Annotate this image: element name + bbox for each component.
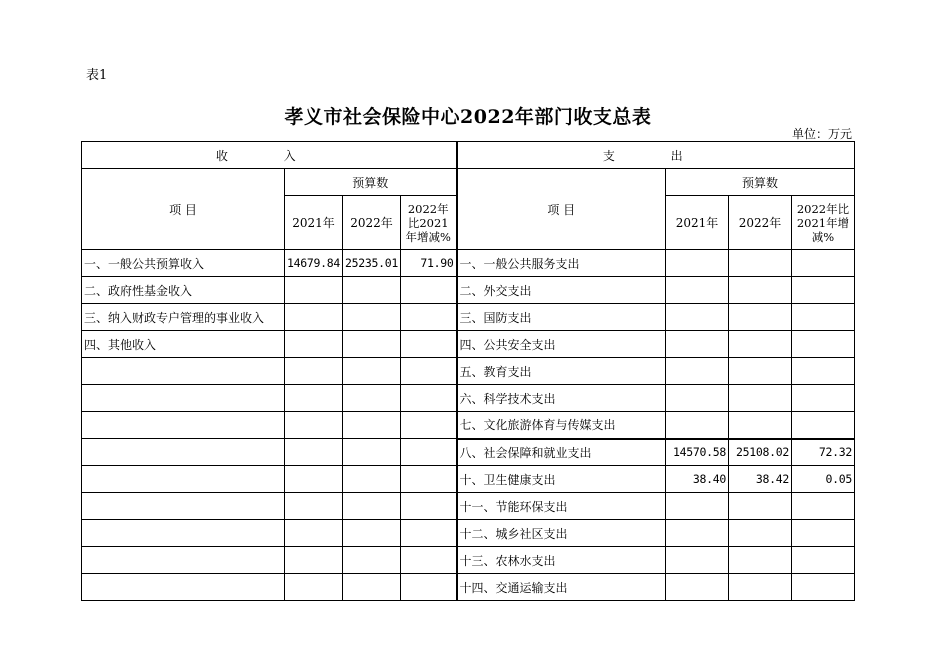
- income-2021-cell: [285, 412, 343, 439]
- expense-change-cell: [792, 520, 855, 547]
- income-2021-cell: [285, 439, 343, 466]
- expense-change-cell: [792, 250, 855, 277]
- income-item-cell: [82, 385, 285, 412]
- expense-item-cell: 十、卫生健康支出: [457, 466, 666, 493]
- expense-change-cell: [792, 412, 855, 439]
- income-item-cell: [82, 358, 285, 385]
- expense-2022-cell: [729, 547, 792, 574]
- expense-2021-header: 2021年: [666, 196, 729, 250]
- income-2021-cell: [285, 277, 343, 304]
- income-2021-cell: 14679.84: [285, 250, 343, 277]
- income-2021-cell: [285, 304, 343, 331]
- expense-item-cell: 八、社会保障和就业支出: [457, 439, 666, 466]
- expense-change-cell: 72.32: [792, 439, 855, 466]
- expense-2021-cell: [666, 250, 729, 277]
- table-row: [82, 520, 855, 547]
- expense-2021-cell: [666, 331, 729, 358]
- income-change-cell: [401, 358, 457, 385]
- expense-2022-cell: [729, 385, 792, 412]
- income-2021-cell: [285, 574, 343, 601]
- table-row: [82, 493, 855, 520]
- table-row: [82, 466, 855, 493]
- table-row: [82, 412, 855, 439]
- expense-2022-cell: [729, 412, 792, 439]
- expense-change-cell: [792, 574, 855, 601]
- table-number: 表1: [86, 68, 108, 83]
- income-2021-cell: [285, 358, 343, 385]
- income-change-cell: [401, 277, 457, 304]
- expense-change-cell: [792, 304, 855, 331]
- income-change-cell: [401, 547, 457, 574]
- income-2022-cell: [343, 547, 401, 574]
- expense-item-cell: 一、一般公共服务支出: [457, 250, 666, 277]
- income-2022-cell: [343, 466, 401, 493]
- income-2021-cell: [285, 385, 343, 412]
- table-row: [82, 304, 855, 331]
- expense-change-cell: [792, 493, 855, 520]
- income-change-header: 2022年比2021年增减%: [401, 196, 457, 250]
- expense-change-cell: 0.05: [792, 466, 855, 493]
- table-row: [82, 574, 855, 601]
- expense-2021-cell: [666, 574, 729, 601]
- expense-2022-cell: [729, 493, 792, 520]
- table-row: [82, 277, 855, 304]
- income-item-cell: 一、一般公共预算收入: [82, 250, 285, 277]
- income-2022-cell: [343, 412, 401, 439]
- expense-2021-cell: [666, 304, 729, 331]
- unit-label: 单位：万元: [791, 127, 852, 141]
- expense-2021-cell: 14570.58: [666, 439, 729, 466]
- income-2022-cell: [343, 493, 401, 520]
- income-item-cell: 四、其他收入: [82, 331, 285, 358]
- expense-item-cell: 三、国防支出: [457, 304, 666, 331]
- income-2022-cell: [343, 385, 401, 412]
- expense-2022-cell: [729, 520, 792, 547]
- income-item-cell: [82, 520, 285, 547]
- income-change-cell: [401, 304, 457, 331]
- page-title: 孝义市社会保险中心2022年部门收支总表: [284, 106, 652, 128]
- expense-2021-cell: [666, 520, 729, 547]
- expense-item-cell: 十一、节能环保支出: [457, 493, 666, 520]
- expense-2022-cell: [729, 277, 792, 304]
- expense-2022-cell: [729, 250, 792, 277]
- income-change-cell: [401, 331, 457, 358]
- income-2021-cell: [285, 520, 343, 547]
- income-item-cell: [82, 412, 285, 439]
- expense-2021-cell: [666, 493, 729, 520]
- expense-2022-cell: [729, 574, 792, 601]
- expense-2021-cell: [666, 412, 729, 439]
- expense-change-header: 2022年比2021年增减%: [792, 196, 855, 250]
- income-change-cell: [401, 412, 457, 439]
- income-change-cell: [401, 439, 457, 466]
- table-row: [82, 358, 855, 385]
- expense-item-cell: 五、教育支出: [457, 358, 666, 385]
- income-2021-cell: [285, 547, 343, 574]
- expense-2021-cell: [666, 547, 729, 574]
- expense-item-cell: 十三、农林水支出: [457, 547, 666, 574]
- income-2021-header: 2021年: [285, 196, 343, 250]
- table-row: [82, 439, 855, 466]
- expense-2022-cell: [729, 304, 792, 331]
- expense-2021-cell: 38.40: [666, 466, 729, 493]
- table-row: [82, 385, 855, 412]
- income-item-header: 项 目: [82, 169, 285, 250]
- income-item-cell: [82, 547, 285, 574]
- expense-item-cell: 六、科学技术支出: [457, 385, 666, 412]
- expense-2021-cell: [666, 277, 729, 304]
- income-change-cell: [401, 466, 457, 493]
- income-2022-cell: [343, 331, 401, 358]
- income-2022-cell: 25235.01: [343, 250, 401, 277]
- income-item-cell: [82, 439, 285, 466]
- income-change-cell: [401, 493, 457, 520]
- income-2022-cell: [343, 439, 401, 466]
- income-change-cell: [401, 574, 457, 601]
- expense-change-cell: [792, 277, 855, 304]
- income-2021-cell: [285, 331, 343, 358]
- expense-item-header: 项 目: [457, 169, 666, 250]
- expense-change-cell: [792, 358, 855, 385]
- expense-item-cell: 十二、城乡社区支出: [457, 520, 666, 547]
- expense-item-cell: 二、外交支出: [457, 277, 666, 304]
- income-header: 收 入: [82, 142, 457, 169]
- income-2022-header: 2022年: [343, 196, 401, 250]
- expense-item-cell: 十四、交通运输支出: [457, 574, 666, 601]
- expense-change-cell: [792, 385, 855, 412]
- income-change-cell: [401, 520, 457, 547]
- income-2022-cell: [343, 358, 401, 385]
- expense-2021-cell: [666, 358, 729, 385]
- table-row: [82, 250, 855, 277]
- income-item-cell: 三、纳入财政专户管理的事业收入: [82, 304, 285, 331]
- expense-2021-cell: [666, 385, 729, 412]
- income-item-cell: [82, 574, 285, 601]
- income-item-cell: [82, 493, 285, 520]
- income-2021-cell: [285, 493, 343, 520]
- income-2022-cell: [343, 574, 401, 601]
- table-row: [82, 547, 855, 574]
- expense-2022-cell: [729, 331, 792, 358]
- expense-2022-header: 2022年: [729, 196, 792, 250]
- expense-2022-cell: [729, 358, 792, 385]
- expense-item-cell: 七、文化旅游体育与传媒支出: [457, 412, 666, 439]
- income-2022-cell: [343, 277, 401, 304]
- expense-budget-header: 预算数: [666, 169, 855, 196]
- income-change-cell: [401, 385, 457, 412]
- budget-table: [81, 141, 855, 601]
- expense-change-cell: [792, 331, 855, 358]
- expense-item-cell: 四、公共安全支出: [457, 331, 666, 358]
- income-change-cell: 71.90: [401, 250, 457, 277]
- income-2022-cell: [343, 304, 401, 331]
- income-item-cell: 二、政府性基金收入: [82, 277, 285, 304]
- income-budget-header: 预算数: [285, 169, 457, 196]
- expense-change-cell: [792, 547, 855, 574]
- income-2022-cell: [343, 520, 401, 547]
- expense-header: 支 出: [457, 142, 855, 169]
- income-item-cell: [82, 466, 285, 493]
- income-2021-cell: [285, 466, 343, 493]
- expense-2022-cell: 38.42: [729, 466, 792, 493]
- expense-2022-cell: 25108.02: [729, 439, 792, 466]
- table-row: [82, 331, 855, 358]
